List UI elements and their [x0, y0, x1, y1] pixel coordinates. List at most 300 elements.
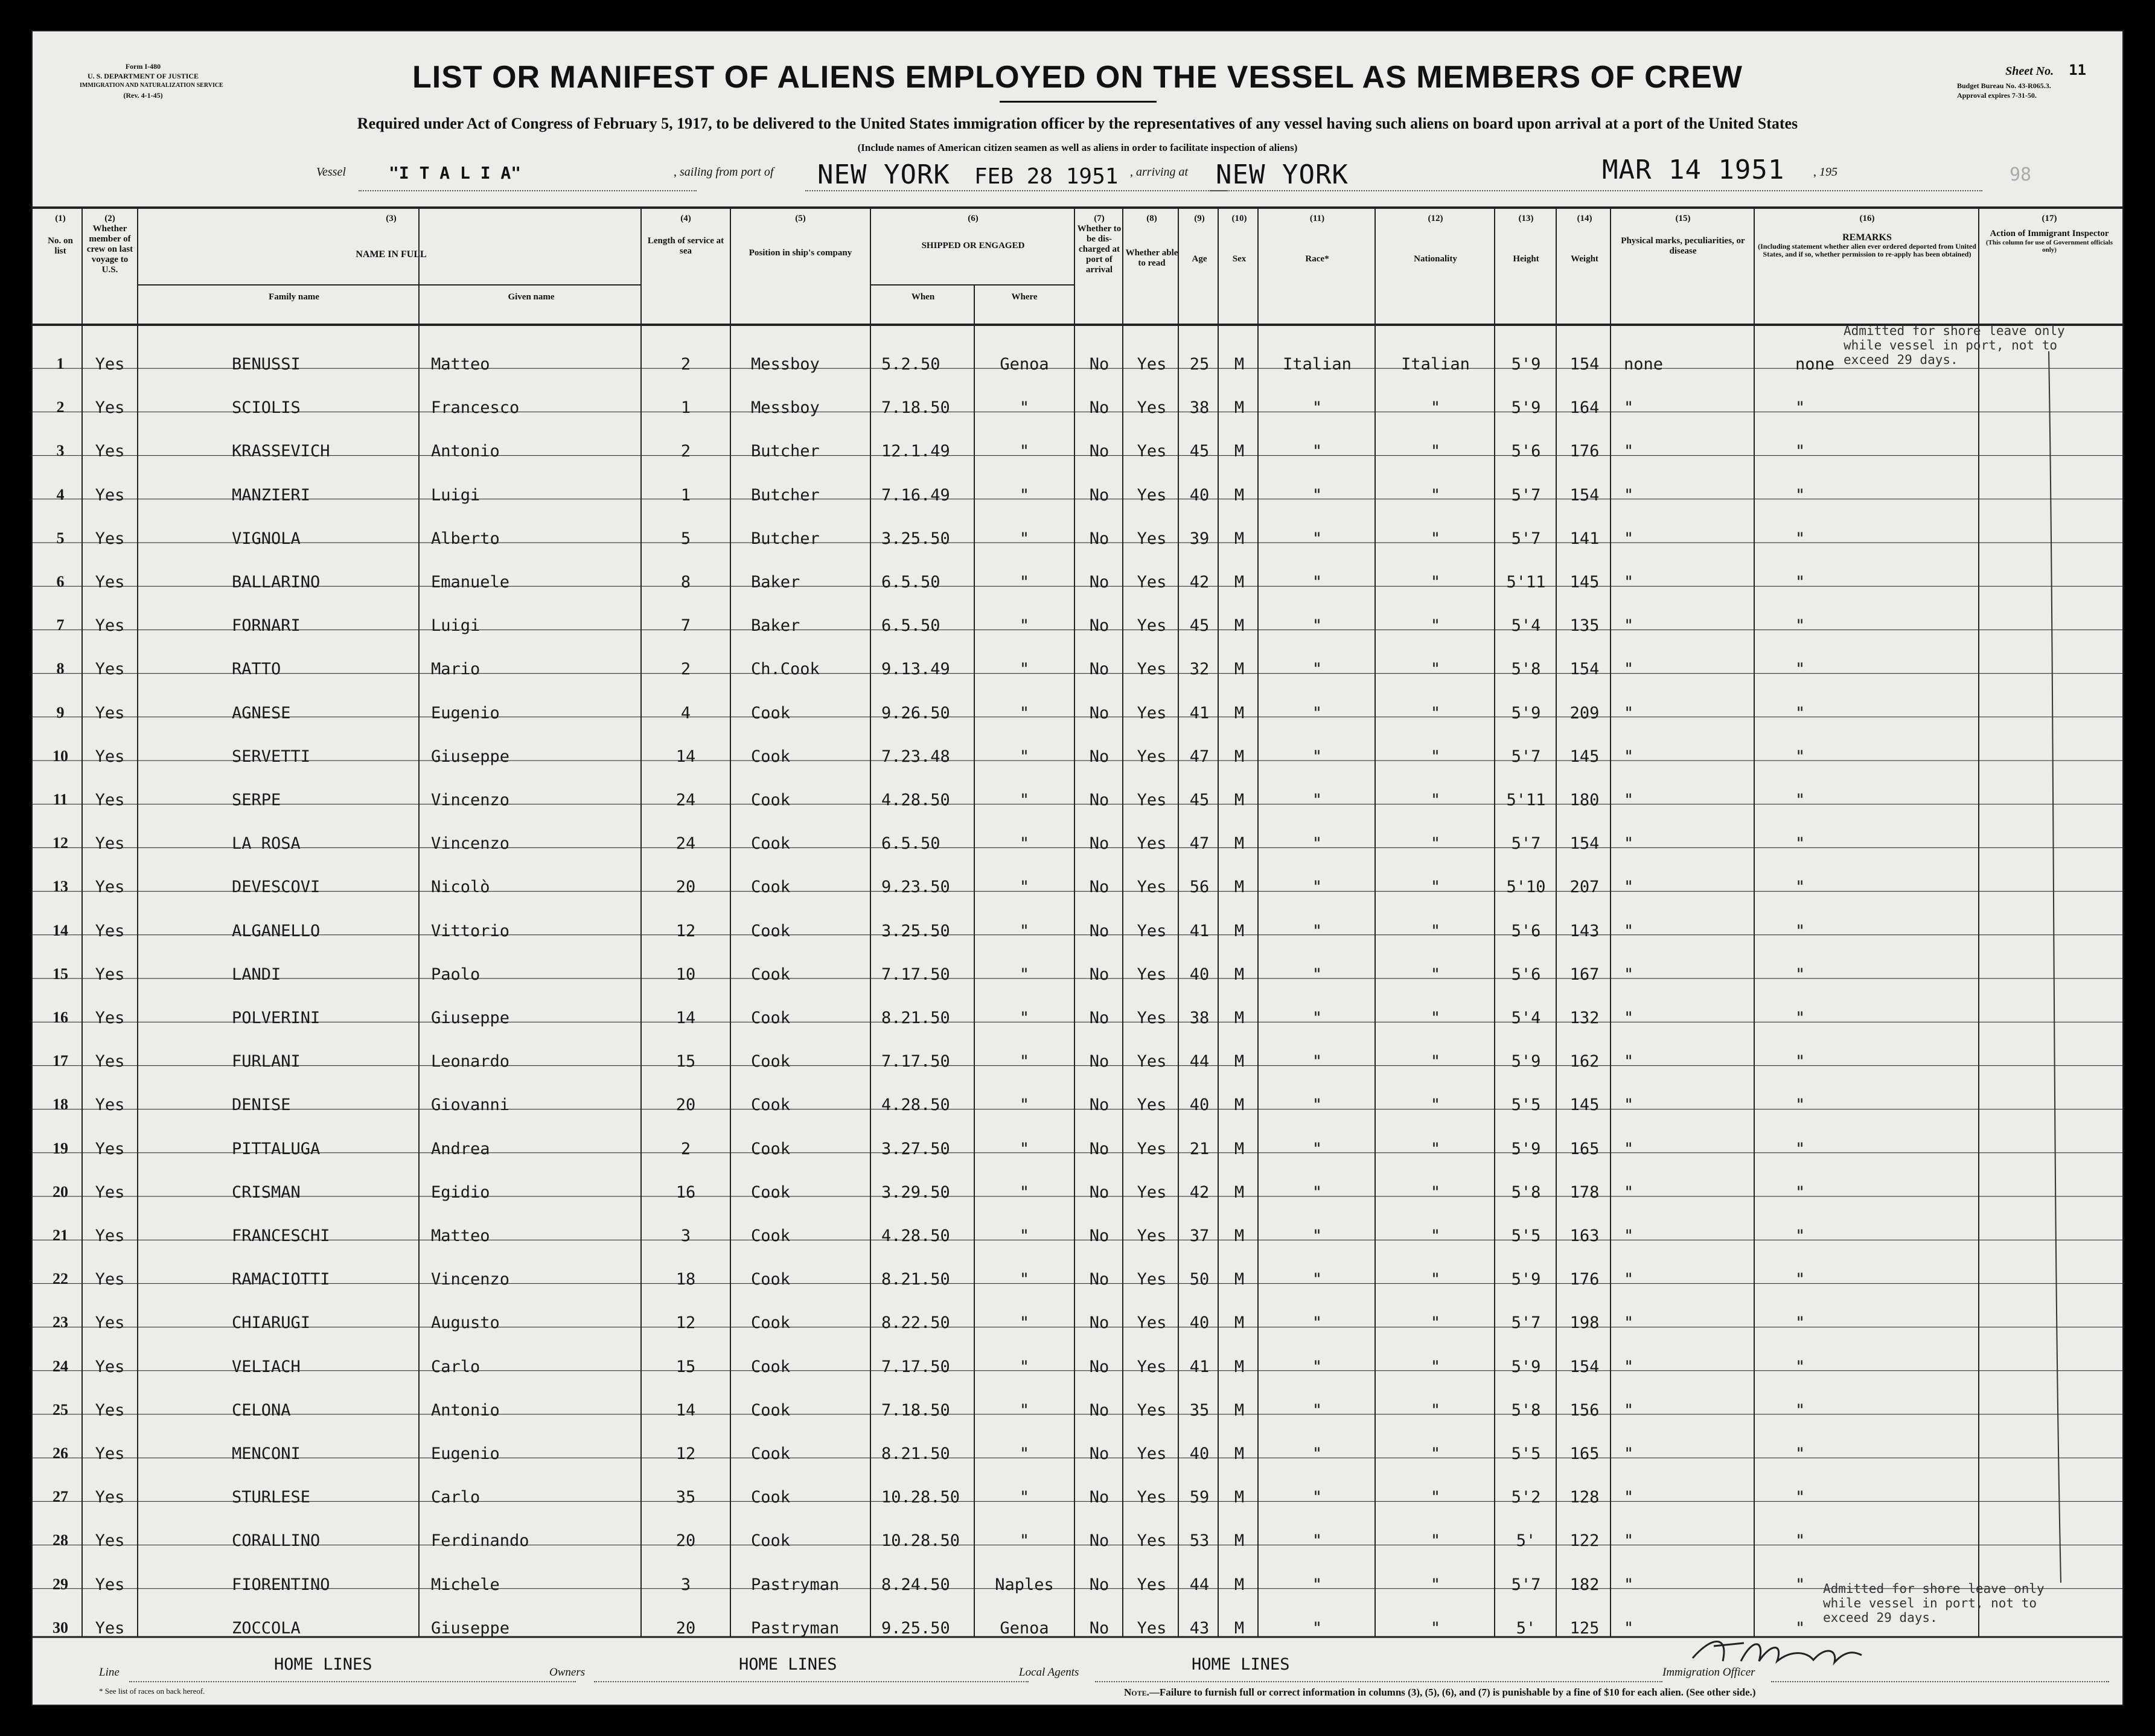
cell-when: 6.5.50 — [881, 573, 940, 592]
cell-where: " — [1019, 1270, 1030, 1289]
cell-remarks: " — [1795, 529, 1805, 548]
cell-when: 5.2.50 — [881, 355, 940, 374]
cell-height: 5'6 — [1511, 442, 1541, 461]
cell-sex: M — [1234, 1270, 1245, 1289]
cell-weight: 125 — [1569, 1618, 1600, 1638]
cell-nationality: " — [1430, 1139, 1441, 1158]
cell-sex: M — [1234, 616, 1245, 636]
row-number: 26 — [53, 1444, 68, 1462]
cell-weight: 163 — [1569, 1227, 1600, 1245]
cell-race: " — [1312, 791, 1323, 809]
col-num: (9) — [1194, 214, 1205, 223]
cell-service: 14 — [675, 1009, 696, 1027]
cell-height: 5'4 — [1511, 1009, 1541, 1027]
cell-height: 5'9 — [1511, 1357, 1541, 1376]
cell-sex: M — [1234, 398, 1245, 418]
cell-crew: Yes — [95, 1182, 125, 1202]
cell-position: Baker — [751, 616, 800, 636]
cell-weight: 176 — [1569, 1270, 1600, 1289]
vessel-label: Vessel — [316, 165, 346, 179]
cell-read: Yes — [1137, 1270, 1167, 1289]
cell-age: 44 — [1189, 1052, 1210, 1071]
cell-read: Yes — [1137, 616, 1167, 636]
cell-race: " — [1312, 703, 1323, 723]
row-number: 14 — [53, 921, 68, 939]
cell-where: " — [1019, 791, 1030, 809]
cell-weight: 165 — [1569, 1444, 1600, 1463]
cell-read: Yes — [1137, 1488, 1167, 1507]
cell-given-name: Nicolò — [431, 878, 490, 897]
col-label: SHIPPED OR ENGAGED — [921, 241, 1025, 251]
col-header-age — [1180, 214, 1219, 264]
col-sublabel: (This column for use of Government officials only) — [1985, 239, 2113, 254]
cell-nationality: " — [1430, 791, 1441, 809]
row-number: 29 — [53, 1575, 68, 1593]
cell-nationality: " — [1430, 747, 1441, 766]
cell-marks: " — [1624, 1444, 1634, 1463]
cell-discharged: No — [1089, 1052, 1109, 1071]
cell-position: Cook — [751, 1357, 791, 1376]
cell-given-name: Augusto — [431, 1313, 500, 1333]
cell-age: 40 — [1189, 485, 1210, 505]
cell-where: " — [1019, 965, 1030, 984]
row-number: 18 — [53, 1096, 68, 1114]
col-header-where: Where — [1011, 292, 1038, 302]
cell-age: 32 — [1189, 660, 1210, 679]
cell-race: " — [1312, 1009, 1323, 1027]
cell-remarks: " — [1795, 1139, 1805, 1158]
cell-race: " — [1312, 921, 1323, 940]
row-number: 23 — [53, 1313, 68, 1332]
cell-weight: 154 — [1569, 1357, 1600, 1376]
cell-height: 5'9 — [1511, 1052, 1541, 1071]
cell-age: 35 — [1189, 1400, 1210, 1420]
footer-agents-label: Local Agents — [1019, 1666, 1079, 1679]
col-num: (7) — [1094, 214, 1105, 223]
cell-crew: Yes — [95, 1313, 125, 1333]
col-header-crew — [83, 214, 136, 275]
col-num: (4) — [680, 214, 691, 223]
cell-remarks: " — [1795, 965, 1805, 984]
cell-remarks: " — [1795, 485, 1805, 505]
cell-age: 50 — [1189, 1270, 1210, 1289]
cell-given-name: Antonio — [431, 1400, 500, 1420]
cell-height: 5'11 — [1506, 573, 1546, 592]
cell-remarks: " — [1795, 703, 1805, 723]
cell-discharged: No — [1089, 965, 1109, 984]
cell-height: 5'11 — [1506, 791, 1546, 809]
cell-nationality: " — [1430, 1488, 1441, 1507]
cell-when: 8.21.50 — [881, 1444, 950, 1463]
row-number: 6 — [56, 573, 65, 590]
cell-race: " — [1312, 878, 1323, 897]
col-label: No. on list — [48, 236, 73, 256]
row-number: 9 — [56, 703, 65, 721]
cell-nationality: " — [1430, 1531, 1441, 1551]
admitted-line: exceed 29 days. — [1844, 353, 1958, 367]
cell-discharged: No — [1089, 834, 1109, 854]
cell-service: 24 — [675, 791, 696, 809]
row-number: 17 — [53, 1052, 68, 1070]
cell-discharged: No — [1089, 398, 1109, 418]
col-label: Height — [1513, 254, 1539, 264]
cell-marks: " — [1624, 1227, 1634, 1245]
cell-discharged: No — [1089, 573, 1109, 592]
cell-age: 40 — [1189, 1096, 1210, 1115]
cell-given-name: Eugenio — [431, 703, 500, 723]
row-number: 16 — [53, 1009, 68, 1026]
cell-where: " — [1019, 1357, 1030, 1376]
sheet-number-value: 11 — [2069, 62, 2086, 78]
cell-race: " — [1312, 834, 1323, 854]
cell-given-name: Paolo — [431, 965, 480, 984]
cell-service: 16 — [675, 1182, 696, 1202]
cell-crew: Yes — [95, 791, 125, 809]
cell-nationality: " — [1430, 1270, 1441, 1289]
cell-height: 5'7 — [1511, 834, 1541, 854]
cell-race: " — [1312, 1139, 1323, 1158]
cell-crew: Yes — [95, 442, 125, 461]
cell-race: " — [1312, 1575, 1323, 1594]
vessel-name: "I T A L I A" — [389, 163, 522, 183]
cell-when: 7.18.50 — [881, 1400, 950, 1420]
col-num: (3) — [386, 214, 397, 223]
cell-where: " — [1019, 573, 1030, 592]
to-port: NEW YORK — [1216, 159, 1349, 190]
cell-service: 15 — [675, 1052, 696, 1071]
row-number: 7 — [56, 616, 65, 634]
cell-where: " — [1019, 1444, 1030, 1463]
cell-when: 8.22.50 — [881, 1313, 950, 1333]
sailing-date: FEB 28 1951 — [974, 164, 1119, 189]
cell-given-name: Alberto — [431, 529, 500, 548]
cell-age: 37 — [1189, 1227, 1210, 1245]
department-name: U. S. DEPARTMENT OF JUSTICE — [87, 72, 199, 80]
cell-crew: Yes — [95, 834, 125, 854]
cell-nationality: " — [1430, 1096, 1441, 1115]
cell-sex: M — [1234, 1227, 1245, 1245]
cell-height: 5'9 — [1511, 1270, 1541, 1289]
cell-nationality: " — [1430, 398, 1441, 418]
cell-service: 24 — [675, 834, 696, 854]
row-number: 2 — [56, 398, 65, 416]
cell-sex: M — [1234, 1444, 1245, 1463]
cell-remarks: " — [1795, 1575, 1805, 1594]
cell-where: " — [1019, 921, 1030, 940]
cell-given-name: Eugenio — [431, 1444, 500, 1463]
cell-weight: 154 — [1569, 355, 1600, 374]
cell-height: 5'7 — [1511, 1313, 1541, 1333]
cell-position: Cook — [751, 1182, 791, 1202]
cell-when: 8.21.50 — [881, 1009, 950, 1027]
cell-service: 8 — [680, 573, 691, 592]
cell-sex: M — [1234, 1182, 1245, 1202]
page-subnote: (Include names of American citizen seamen as well as aliens in order to facilitate inspection of aliens) — [857, 142, 1298, 153]
cell-race: " — [1312, 1052, 1323, 1071]
cell-nationality: " — [1430, 573, 1441, 592]
cell-crew: Yes — [95, 1618, 125, 1638]
cell-nationality: " — [1430, 1052, 1441, 1071]
col-header-given: Given name — [508, 292, 555, 302]
year-label: , 195 — [1813, 165, 1837, 179]
row-number: 25 — [53, 1400, 68, 1418]
col-num: (17) — [2042, 214, 2057, 223]
cell-age: 53 — [1189, 1531, 1210, 1551]
cell-weight: 162 — [1569, 1052, 1600, 1071]
col-header-when: When — [911, 292, 935, 302]
cell-service: 10 — [675, 965, 696, 984]
cell-service: 1 — [680, 485, 691, 505]
col-header-height — [1496, 214, 1556, 264]
cell-race: " — [1312, 1182, 1323, 1202]
cell-where: " — [1019, 1139, 1030, 1158]
cell-discharged: No — [1089, 1400, 1109, 1420]
cell-marks: " — [1624, 1313, 1634, 1333]
cell-height: 5'8 — [1511, 1182, 1541, 1202]
cell-family-name: FRANCESCHI — [232, 1227, 330, 1245]
cell-nationality: " — [1430, 1227, 1441, 1245]
cell-given-name: Vittorio — [431, 921, 510, 940]
cell-nationality: " — [1430, 1400, 1441, 1420]
cell-weight: 182 — [1569, 1575, 1600, 1594]
cell-remarks: " — [1795, 660, 1805, 679]
cell-crew: Yes — [95, 921, 125, 940]
cell-age: 45 — [1189, 791, 1210, 809]
cell-weight: 143 — [1569, 921, 1600, 940]
cell-race: " — [1312, 965, 1323, 984]
cell-weight: 167 — [1569, 965, 1600, 984]
cell-sex: M — [1234, 355, 1245, 374]
cell-height: 5'7 — [1511, 1575, 1541, 1594]
cell-read: Yes — [1137, 1618, 1167, 1638]
cell-position: Cook — [751, 1227, 791, 1245]
cell-read: Yes — [1137, 1575, 1167, 1594]
cell-remarks: " — [1795, 1227, 1805, 1245]
cell-height: 5' — [1516, 1531, 1536, 1551]
arriving-at-label: , arriving at — [1130, 165, 1189, 179]
cell-marks: " — [1624, 1096, 1634, 1115]
cell-service: 3 — [680, 1575, 691, 1594]
form-number: Form I-480 — [125, 62, 161, 71]
cell-nationality: " — [1430, 529, 1441, 548]
cell-family-name: DENISE — [232, 1096, 291, 1115]
cell-given-name: Mario — [431, 660, 480, 679]
cell-marks: " — [1624, 921, 1634, 940]
cell-where: " — [1019, 1009, 1030, 1027]
cell-service: 7 — [680, 616, 691, 636]
col-header-shipped — [872, 214, 1074, 251]
col-sublabel: (Including statement whether alien ever ordered deported from United States, and if so, whether permission to re-apply has been obtained) — [1758, 242, 1976, 258]
cell-position: Messboy — [751, 398, 820, 418]
penalty-note-label: Note. — [1124, 1687, 1149, 1698]
cell-race: " — [1312, 1488, 1323, 1507]
col-header-nationality — [1376, 214, 1495, 264]
cell-family-name: BENUSSI — [232, 355, 301, 374]
cell-crew: Yes — [95, 1444, 125, 1463]
cell-remarks: " — [1795, 616, 1805, 636]
cell-nationality: " — [1430, 1182, 1441, 1202]
cell-height: 5'9 — [1511, 398, 1541, 418]
cell-marks: " — [1624, 703, 1634, 723]
cell-when: 10.28.50 — [881, 1531, 960, 1551]
admitted-line: while vessel in port, not to — [1823, 1596, 2037, 1610]
col-header-read — [1124, 214, 1180, 269]
cell-nationality: " — [1430, 703, 1441, 723]
row-number: 5 — [56, 529, 65, 547]
col-header-sex — [1219, 214, 1259, 264]
cell-where: " — [1019, 1052, 1030, 1071]
cell-position: Cook — [751, 878, 791, 897]
cell-discharged: No — [1089, 1313, 1109, 1333]
cell-crew: Yes — [95, 1052, 125, 1071]
cell-race: " — [1312, 1444, 1323, 1463]
admitted-line: Admitted for shore leave only — [1823, 1581, 2045, 1596]
row-number: 12 — [53, 834, 68, 852]
footer-line-value: HOME LINES — [274, 1655, 372, 1674]
cell-service: 20 — [675, 1618, 696, 1638]
cell-read: Yes — [1137, 573, 1167, 592]
cell-given-name: Vincenzo — [431, 1270, 510, 1289]
footer-agents-value: HOME LINES — [1192, 1655, 1290, 1674]
cell-race: " — [1312, 616, 1323, 636]
cell-family-name: FORNARI — [232, 616, 301, 636]
col-header-service — [642, 214, 729, 257]
cell-family-name: CHIARUGI — [232, 1313, 311, 1333]
cell-crew: Yes — [95, 1488, 125, 1507]
cell-sex: M — [1234, 1531, 1245, 1551]
cell-position: Cook — [751, 1139, 791, 1158]
cell-read: Yes — [1137, 1531, 1167, 1551]
dotted-line — [594, 1680, 1029, 1682]
cell-height: 5'2 — [1511, 1488, 1541, 1507]
col-header-weight — [1557, 214, 1612, 264]
cell-marks: " — [1624, 1052, 1634, 1071]
cell-given-name: Egidio — [431, 1182, 490, 1202]
page-subtitle: Required under Act of Congress of February 5, 1917, to be delivered to the United States immigration officer by the representatives of any vessel having such aliens on board upon arrival at a port of the United States — [357, 115, 1798, 132]
cell-height: 5'9 — [1511, 703, 1541, 723]
cell-weight: 156 — [1569, 1400, 1600, 1420]
cell-discharged: No — [1089, 1531, 1109, 1551]
cell-height: 5'8 — [1511, 1400, 1541, 1420]
col-header-family: Family name — [269, 292, 319, 302]
cell-race: " — [1312, 1618, 1323, 1638]
cell-age: 41 — [1189, 1357, 1210, 1376]
cell-read: Yes — [1137, 355, 1167, 374]
manifest-sheet — [31, 30, 2124, 1706]
cell-nationality: " — [1430, 1313, 1441, 1333]
cell-family-name: RATTO — [232, 660, 281, 679]
cell-when: 6.5.50 — [881, 616, 940, 636]
cell-nationality: " — [1430, 442, 1441, 461]
cell-age: 25 — [1189, 355, 1210, 374]
cell-sex: M — [1234, 1139, 1245, 1158]
cell-family-name: ZOCCOLA — [232, 1618, 301, 1638]
admitted-line: while vessel in port, not to — [1844, 338, 2058, 353]
cell-nationality: " — [1430, 1618, 1441, 1638]
cell-race: " — [1312, 1357, 1323, 1376]
cell-nationality: " — [1430, 1575, 1441, 1594]
cell-when: 10.28.50 — [881, 1488, 960, 1507]
dotted-line — [129, 1680, 576, 1682]
cell-given-name: Carlo — [431, 1357, 480, 1376]
cell-nationality: " — [1430, 965, 1441, 984]
cell-age: 21 — [1189, 1139, 1210, 1158]
cell-nationality: " — [1430, 1444, 1441, 1463]
cell-family-name: CORALLINO — [232, 1531, 321, 1551]
form-revision: (Rev. 4-1-45) — [123, 91, 163, 100]
col-label: Whether member of crew on last voyage to U.S. — [86, 224, 133, 275]
cell-age: 44 — [1189, 1575, 1210, 1594]
cell-where: " — [1019, 398, 1030, 418]
cell-height: 5'5 — [1511, 1096, 1541, 1115]
cell-marks: " — [1624, 616, 1634, 636]
cell-remarks: " — [1795, 878, 1805, 897]
col-label: Race* — [1305, 254, 1329, 264]
cell-marks: " — [1624, 1488, 1634, 1507]
cell-given-name: Antonio — [431, 442, 500, 461]
footer-line-label: Line — [99, 1666, 120, 1679]
cell-read: Yes — [1137, 485, 1167, 505]
cell-where: " — [1019, 529, 1030, 548]
cell-family-name: SCIOLIS — [232, 398, 301, 418]
cell-remarks: " — [1795, 1052, 1805, 1071]
cell-when: 8.24.50 — [881, 1575, 950, 1594]
cell-remarks: " — [1795, 921, 1805, 940]
cell-position: Butcher — [751, 442, 820, 461]
cell-height: 5'5 — [1511, 1444, 1541, 1463]
cell-read: Yes — [1137, 1052, 1167, 1071]
cell-given-name: Matteo — [431, 355, 490, 374]
col-header-position — [732, 214, 869, 258]
cell-where: " — [1019, 1531, 1030, 1551]
cell-given-name: Francesco — [431, 398, 520, 418]
row-number: 30 — [53, 1618, 68, 1636]
cell-given-name: Carlo — [431, 1488, 480, 1507]
cell-crew: Yes — [95, 398, 125, 418]
col-num: (1) — [55, 214, 66, 223]
cell-remarks: " — [1795, 573, 1805, 592]
cell-read: Yes — [1137, 660, 1167, 679]
cell-marks: " — [1624, 878, 1634, 897]
cell-read: Yes — [1137, 529, 1167, 548]
cell-where: Naples — [995, 1575, 1054, 1594]
cell-weight: 154 — [1569, 660, 1600, 679]
cell-marks: " — [1624, 442, 1634, 461]
cell-where: " — [1019, 703, 1030, 723]
cell-nationality: " — [1430, 1009, 1441, 1027]
row-number: 20 — [53, 1182, 68, 1201]
cell-remarks: " — [1795, 1270, 1805, 1289]
cell-where: Genoa — [1000, 355, 1049, 374]
cell-remarks: " — [1795, 1400, 1805, 1420]
col-label: Physical marks, peculiarities, or disease — [1621, 236, 1745, 256]
cell-marks: " — [1624, 1139, 1634, 1158]
col-label: Whether to be dis-charged at port of arrival — [1077, 224, 1122, 275]
cell-weight: 132 — [1569, 1009, 1600, 1027]
col-header-remarks — [1755, 214, 1979, 258]
cell-where: " — [1019, 616, 1030, 636]
cell-sex: M — [1234, 1052, 1245, 1071]
cell-when: 7.17.50 — [881, 1357, 950, 1376]
cell-marks: " — [1624, 529, 1634, 548]
cell-when: 8.21.50 — [881, 1270, 950, 1289]
cell-age: 41 — [1189, 703, 1210, 723]
cell-age: 59 — [1189, 1488, 1210, 1507]
cell-service: 15 — [675, 1357, 696, 1376]
cell-discharged: No — [1089, 529, 1109, 548]
cell-discharged: No — [1089, 1096, 1109, 1115]
cell-remarks: " — [1795, 791, 1805, 809]
